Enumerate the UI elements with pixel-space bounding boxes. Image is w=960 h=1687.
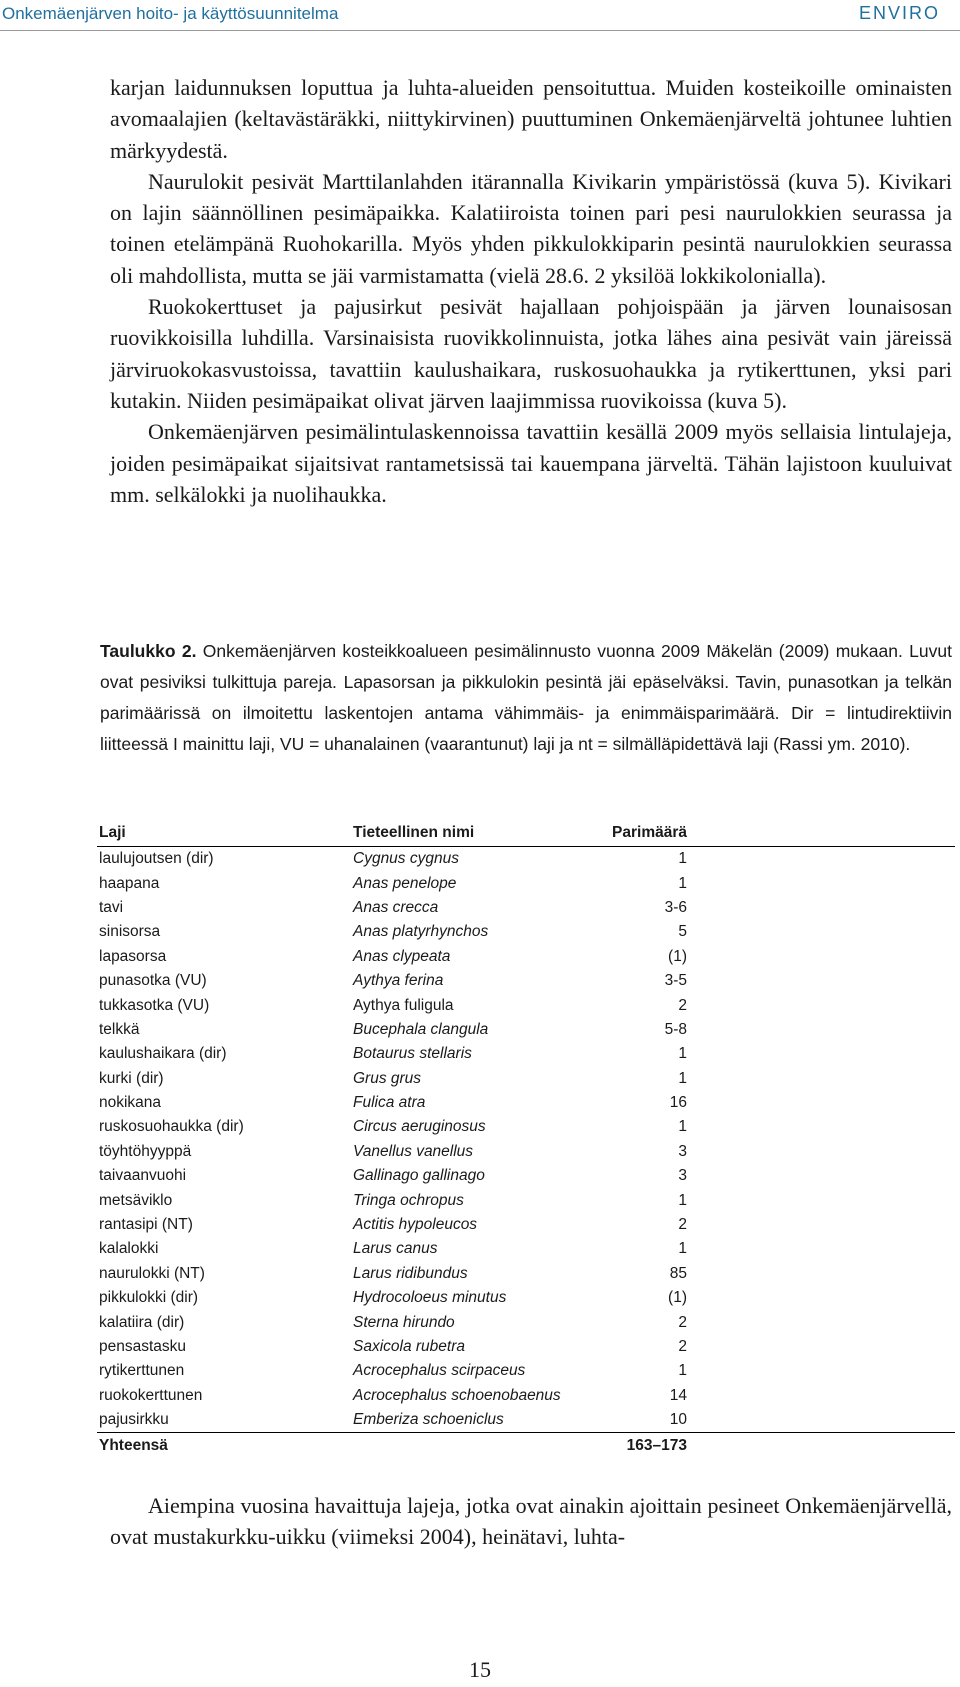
table-row [97, 1335, 955, 1359]
species-pair-count: 3 [678, 1142, 687, 1160]
species-pair-count: 1 [678, 1240, 687, 1258]
paragraph: Onkemäenjärven pesimälintulaskennoissa tavattiin kesällä 2009 myös sellaisia lintulajeja, joiden pesimäpaikat sijaitsivat rantametsissä tai kauempana järveltä. Tähän lajistoon kuuluivat mm. selkälokki ja nuolihaukka. [110, 419, 952, 507]
table-row [97, 1359, 955, 1383]
table-row [97, 1140, 955, 1164]
table-row [97, 1164, 955, 1188]
species-common-name: telkkä [99, 1020, 140, 1038]
caption-label: Taulukko 2. [100, 641, 197, 661]
total-pairs: 163–173 [595, 1433, 689, 1460]
species-common-name: pensastasku [99, 1338, 187, 1355]
header-title: Onkemäenjärven hoito- ja käyttösuunnitelma [2, 4, 339, 23]
species-pair-count: 5 [678, 923, 687, 941]
species-pair-count: 1 [678, 1118, 687, 1136]
species-scientific-name: Acrocephalus schoenobaenus [353, 1386, 561, 1404]
paragraph: Naurulokit pesivät Marttilanlahden itärannalla Kivikarin ympäristössä (kuva 5). Kivikari on lajin säännöllinen pesimäpaikka. Kalatiiroista toinen pari pesi naurulokkien seurassa ja toinen etelämpänä Ruohokarilla. Myös yhden pikkulokkiparin pesintä naurulokkien seurassa oli mahdollista, mutta se jäi varmistamatta (vielä 28.6. 2 yksilöä lokkikolonialla). [110, 168, 952, 288]
table-row [97, 1408, 955, 1433]
species-scientific-name: Anas crecca [353, 898, 439, 916]
row-spacer [689, 1359, 955, 1383]
paragraph: karjan laidunnuksen loputtua ja luhta-alueiden pensoituttua. Muiden kosteikoille ominaisten avomaalajien (keltavästäräkki, niittykirvinen) puuttuminen Onkemäenjärveltä johtunee luhtien märkyydestä. [110, 75, 952, 163]
row-spacer [689, 1115, 955, 1139]
row-spacer [689, 1018, 955, 1042]
row-spacer [689, 945, 955, 969]
table-row [97, 1213, 955, 1237]
species-common-name: kalatiira (dir) [99, 1313, 185, 1331]
species-scientific-name: Aythya ferina [353, 972, 444, 990]
column-header-laji: Laji [97, 820, 351, 847]
species-pair-count: 1 [678, 850, 687, 868]
column-header-scientific-name: Tieteellinen nimi [351, 820, 595, 847]
column-header-pairs: Parimäärä [595, 820, 689, 847]
species-pair-count: 1 [678, 1045, 687, 1063]
species-common-name: töyhtöhyyppä [99, 1142, 192, 1160]
species-pair-count: 16 [669, 1094, 687, 1112]
species-scientific-name: Anas penelope [353, 874, 457, 892]
table-header-row [97, 820, 955, 847]
species-scientific-name: Cygnus cygnus [353, 850, 459, 868]
page-number: 15 [469, 1657, 491, 1682]
table-row [97, 920, 955, 944]
row-spacer [689, 1384, 955, 1408]
species-pair-count: 14 [669, 1386, 687, 1404]
species-scientific-name: Larus ridibundus [353, 1264, 468, 1282]
row-spacer [689, 1140, 955, 1164]
row-spacer [689, 1335, 955, 1359]
species-scientific-name: Grus grus [353, 1069, 422, 1087]
species-pair-count: 1 [678, 1191, 687, 1209]
species-common-name: haapana [99, 874, 160, 892]
species-pair-count: 3 [678, 1167, 687, 1185]
row-spacer [689, 1262, 955, 1286]
species-common-name: tavi [99, 898, 124, 916]
closing-text [110, 1490, 952, 1553]
paragraph: Aiempina vuosina havaittuja lajeja, jotka ovat ainakin ajoittain pesineet Onkemäenjärvellä, ovat mustakurkku-uikku (viimeksi 2004), heinätavi, luhta- [110, 1493, 952, 1550]
page-header [0, 0, 960, 31]
species-common-name: ruokokerttunen [99, 1386, 203, 1404]
species-pair-count: 2 [678, 1338, 687, 1355]
row-spacer [689, 1408, 955, 1433]
species-common-name: nokikana [99, 1094, 162, 1112]
total-spacer [689, 1433, 955, 1460]
species-common-name: metsäviklo [99, 1191, 173, 1209]
row-spacer [689, 1091, 955, 1115]
row-spacer [689, 1164, 955, 1188]
table-row [97, 871, 955, 895]
table-row [97, 1115, 955, 1139]
species-scientific-name: Sterna hirundo [353, 1313, 455, 1331]
species-common-name: ruskosuohaukka (dir) [99, 1118, 244, 1136]
species-pair-count: 1 [678, 1069, 687, 1087]
paragraph: Ruokokerttuset ja pajusirkut pesivät hajallaan pohjoispään ja järven lounaisosan ruovikkoisilla luhdilla. Varsinaisista ruovikkolinnuista, jotka lähes aina pesivät vain järeissä järviruokokasvustoissa, tavattiin kaulushaikara, ruskosuohaukka ja rytikerttunen, yksi pari kutakin. Niiden pesimäpaikat olivat järven laajimmissa ruovikoissa (kuva 5). [110, 294, 952, 413]
species-common-name: sinisorsa [99, 923, 161, 941]
row-spacer [689, 1286, 955, 1310]
row-spacer [689, 1310, 955, 1334]
species-common-name: naurulokki (NT) [99, 1264, 205, 1282]
species-pair-count: 85 [669, 1264, 687, 1282]
species-pair-count: 1 [678, 1362, 687, 1380]
species-common-name: punasotka (VU) [99, 972, 207, 990]
table-body [97, 847, 955, 1433]
species-common-name: rantasipi (NT) [99, 1216, 193, 1234]
species-pair-count: (1) [668, 1289, 687, 1307]
species-pair-count: 3-6 [664, 898, 687, 916]
species-common-name: kurki (dir) [99, 1069, 164, 1087]
table-row [97, 896, 955, 920]
species-scientific-name: Anas clypeata [353, 947, 451, 965]
total-empty [351, 1433, 595, 1460]
species-scientific-name: Anas platyrhynchos [353, 923, 489, 941]
table-row [97, 1286, 955, 1310]
species-pair-count: (1) [668, 947, 687, 965]
table-row [97, 1018, 955, 1042]
table-row [97, 1237, 955, 1261]
species-scientific-name: Circus aeruginosus [353, 1118, 486, 1136]
table-row [97, 1262, 955, 1286]
species-common-name: laulujoutsen (dir) [99, 850, 214, 868]
species-scientific-name: Saxicola rubetra [353, 1338, 466, 1355]
row-spacer [689, 871, 955, 895]
table-row [97, 1091, 955, 1115]
row-spacer [689, 1067, 955, 1091]
caption-text: Onkemäenjärven kosteikkoalueen pesimälinnusto vuonna 2009 Mäkelän (2009) mukaan. Luvut ovat pesiviksi tulkittuja pareja. Lapasorsan ja pikkulokin pesintä jäi epäselväksi. Tavin, punasotkan ja telkän parimäärissä on ilmoitettu laskentojen antama vähimmäis- ja enimmäisparimäärä. Dir = lintudirektiivin liitteessä I mainittu laji, VU = uhanalainen (vaarantunut) laji ja nt = silmälläpidettävä laji (Rassi ym. 2010). [100, 641, 952, 754]
species-common-name: rytikerttunen [99, 1362, 185, 1380]
table-row [97, 1384, 955, 1408]
species-scientific-name: Aythya fuligula [353, 996, 454, 1014]
species-scientific-name: Gallinago gallinago [353, 1167, 485, 1185]
table-row [97, 993, 955, 1017]
species-pair-count: 3-5 [664, 972, 687, 990]
row-spacer [689, 847, 955, 872]
species-common-name: kaulushaikara (dir) [99, 1045, 227, 1063]
species-pair-count: 2 [678, 1216, 687, 1234]
species-common-name: taivaanvuohi [99, 1167, 187, 1185]
species-scientific-name: Hydrocoloeus minutus [353, 1289, 507, 1307]
species-scientific-name: Tringa ochropus [353, 1191, 464, 1209]
table-row [97, 1042, 955, 1066]
table-row [97, 847, 955, 872]
species-common-name: pajusirkku [99, 1411, 169, 1429]
species-common-name: pikkulokki (dir) [99, 1289, 199, 1307]
table-row [97, 1067, 955, 1091]
species-pair-count: 10 [669, 1411, 687, 1429]
total-label: Yhteensä [97, 1433, 351, 1460]
row-spacer [689, 1042, 955, 1066]
species-scientific-name: Vanellus vanellus [353, 1142, 474, 1160]
species-common-name: lapasorsa [99, 947, 167, 965]
species-pair-count: 1 [678, 874, 687, 892]
table-total-row [97, 1433, 955, 1460]
table-caption [100, 636, 952, 760]
species-scientific-name: Fulica atra [353, 1094, 426, 1112]
species-scientific-name: Larus canus [353, 1240, 438, 1258]
species-pair-count: 5-8 [664, 1020, 687, 1038]
breeding-birds-table [97, 820, 955, 1459]
table-row [97, 945, 955, 969]
species-pair-count: 2 [678, 1313, 687, 1331]
species-scientific-name: Botaurus stellaris [353, 1045, 472, 1063]
species-scientific-name: Acrocephalus scirpaceus [353, 1362, 526, 1380]
row-spacer [689, 896, 955, 920]
row-spacer [689, 920, 955, 944]
enviro-logo: ENVIRO [858, 3, 940, 23]
row-spacer [689, 1237, 955, 1261]
row-spacer [689, 969, 955, 993]
species-scientific-name: Bucephala clangula [353, 1020, 489, 1038]
column-header-spacer [689, 820, 955, 847]
body-text [110, 72, 952, 510]
row-spacer [689, 993, 955, 1017]
species-scientific-name: Actitis hypoleucos [353, 1216, 478, 1234]
species-pair-count: 2 [678, 996, 687, 1014]
species-common-name: tukkasotka (VU) [99, 996, 210, 1014]
species-scientific-name: Emberiza schoeniclus [353, 1411, 504, 1429]
row-spacer [689, 1188, 955, 1212]
species-common-name: kalalokki [99, 1240, 159, 1258]
table-row [97, 1310, 955, 1334]
table-row [97, 969, 955, 993]
table-row [97, 1188, 955, 1212]
row-spacer [689, 1213, 955, 1237]
